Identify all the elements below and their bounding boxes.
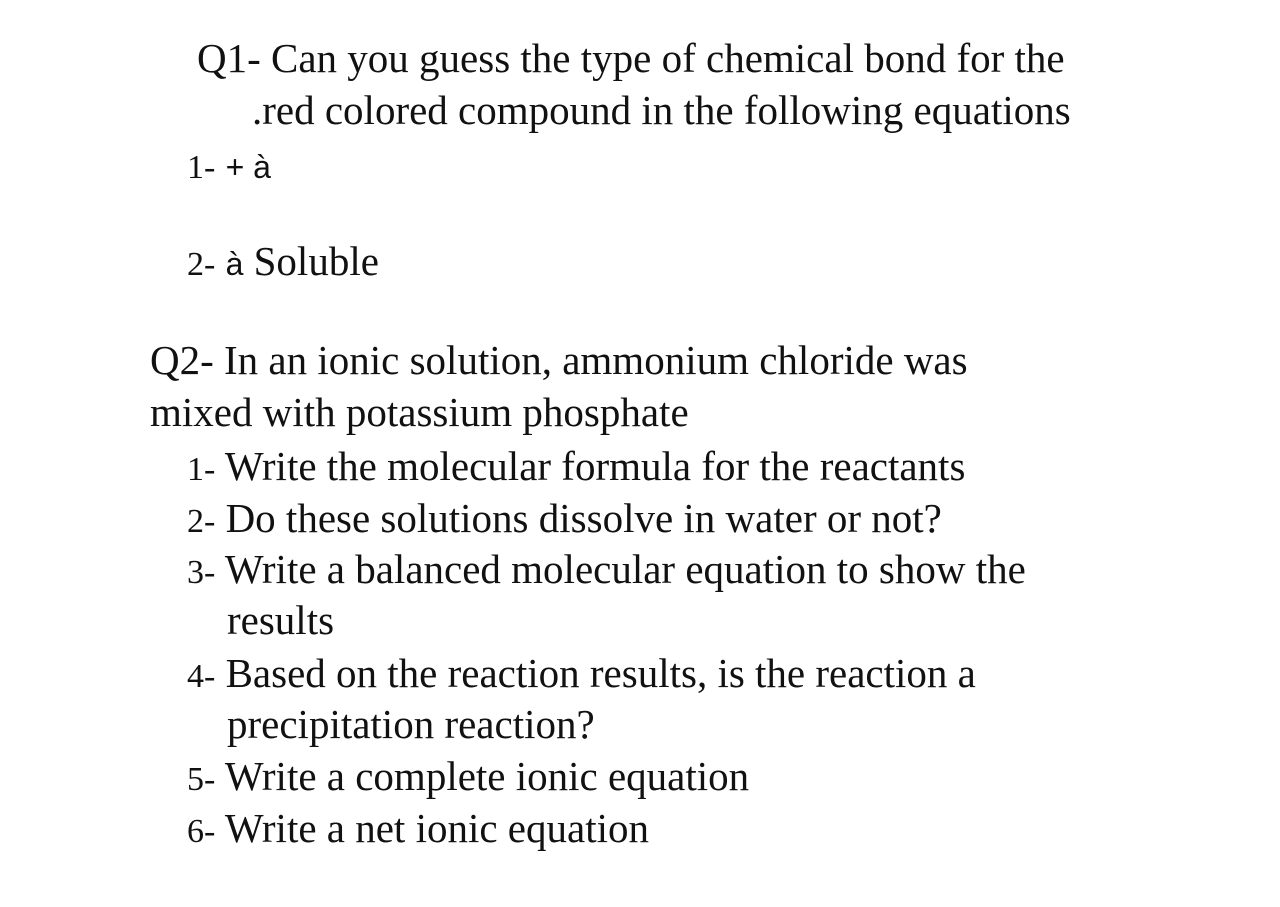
q2-item-1-text: Write the molecular formula for the reactants <box>224 443 966 489</box>
q2-title-line1: Q2- In an ionic solution, ammonium chloride was <box>150 337 968 383</box>
q1-item-2-number: 2- <box>187 246 216 283</box>
q2-item-3-text: Write a balanced molecular equation to show the <box>224 546 1026 592</box>
q2-item-2-number: 2- <box>187 503 216 540</box>
q1-item-1 <box>187 138 271 194</box>
q2-item-1-number: 1- <box>187 451 216 488</box>
q2-title-line2: mixed with potassium phosphate <box>150 389 689 435</box>
q2-item-5 <box>187 750 749 806</box>
q2-item-4 <box>187 647 976 703</box>
q2-item-2 <box>187 492 942 548</box>
q2-item-4-text: Based on the reaction results, is the reaction a <box>225 650 976 696</box>
q1-title-line2: .red colored compound in the following equations <box>252 87 1071 133</box>
q2-item-3-continued: results <box>227 597 335 643</box>
q2-item-5-number: 5- <box>187 761 216 798</box>
q2-item-3-number: 3- <box>187 554 216 591</box>
q2-item-2-text: Do these solutions dissolve in water or not? <box>225 495 942 541</box>
q2-item-1 <box>187 440 965 496</box>
q2-item-6-text: Write a net ionic equation <box>224 805 649 851</box>
q1-item-2-arrow: à <box>225 246 244 282</box>
q2-item-6 <box>187 802 649 858</box>
q1-item-2-text: Soluble <box>253 238 379 284</box>
q1-item-1-text: + à <box>225 149 271 185</box>
q2-item-4-continued: precipitation reaction? <box>227 701 595 747</box>
q1-title-line1: Q1- Can you guess the type of chemical bond for the <box>197 35 1065 81</box>
q2-item-6-number: 6- <box>187 813 216 850</box>
q2-item-3 <box>187 543 1026 599</box>
q1-item-1-number: 1- <box>187 149 216 186</box>
q2-item-5-text: Write a complete ionic equation <box>224 753 750 799</box>
q1-item-2 <box>187 235 379 291</box>
q2-item-4-number: 4- <box>187 658 216 695</box>
